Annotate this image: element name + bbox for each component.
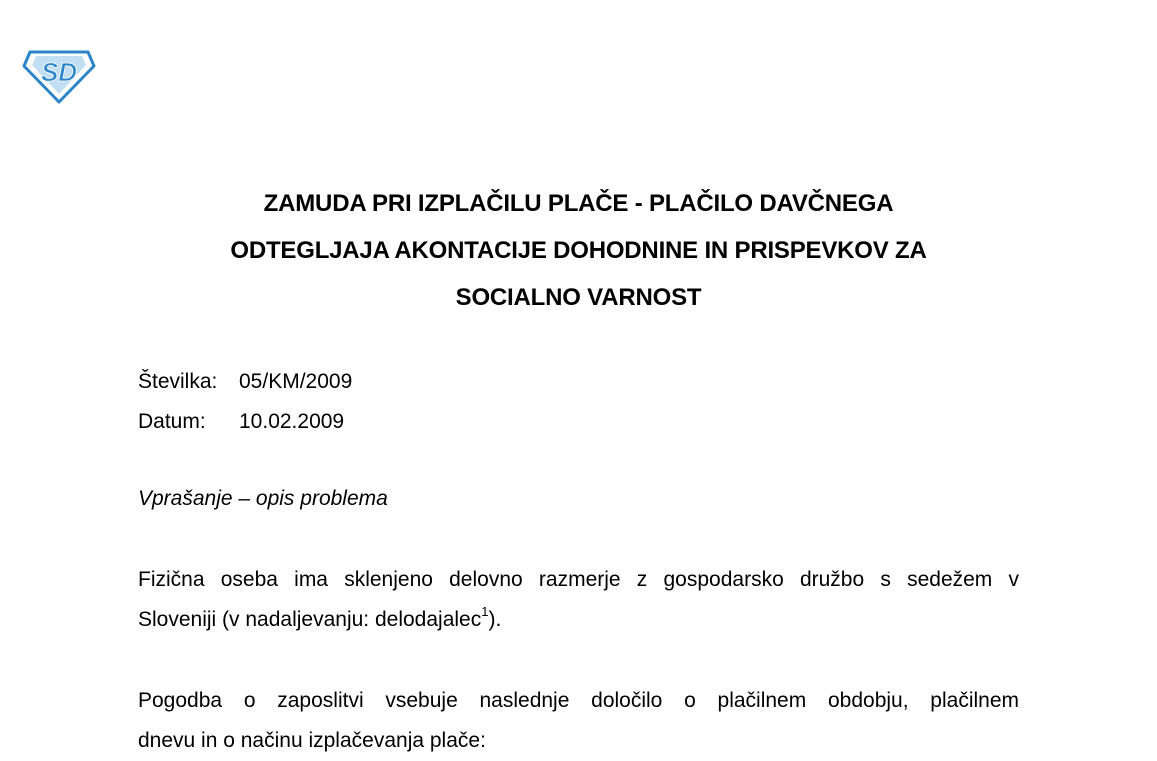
title-line-1: ZAMUDA PRI IZPLAČILU PLAČE - PLAČILO DAVČNEGA xyxy=(263,190,894,217)
paragraph-1-line-1: Fizična oseba ima sklenjeno delovno razmerje z gospodarsko družbo s sedežem v xyxy=(138,568,1019,591)
paragraph-2-line-2: dnevu in o načinu izplačevanja plače: xyxy=(138,729,486,752)
date-label: Datum: xyxy=(138,410,206,433)
paragraph-2 xyxy=(138,681,1019,761)
paragraph-2-line-1: Pogodba o zaposlitvi vsebuje naslednje določilo o plačilnem obdobju, plačilnem xyxy=(138,689,1019,712)
document-meta xyxy=(138,362,352,442)
number-value: 05/KM/2009 xyxy=(239,370,353,393)
number-label: Številka: xyxy=(138,370,218,393)
paragraph-1-line-2-end: ). xyxy=(488,608,502,631)
paragraph-1-line-2 xyxy=(138,600,1019,640)
title-line-2: ODTEGLJAJA AKONTACIJE DOHODNINE IN PRISPEVKOV ZA xyxy=(230,237,927,264)
date-row xyxy=(138,402,352,442)
number-row xyxy=(138,362,352,402)
logo-text: SD xyxy=(40,57,78,87)
title-line-3: SOCIALNO VARNOST xyxy=(455,284,702,311)
sd-diamond-logo-icon xyxy=(22,48,96,104)
sd-logo xyxy=(22,48,96,104)
footnote-reference[interactable]: 1 xyxy=(481,604,489,619)
paragraph-1 xyxy=(138,560,1019,640)
paragraph-1-line-2-text: Sloveniji (v nadaljevanju: delodajalec xyxy=(138,608,482,631)
question-heading: Vprašanje – opis problema xyxy=(138,487,388,510)
document-title xyxy=(0,180,1157,321)
date-value: 10.02.2009 xyxy=(239,410,345,433)
